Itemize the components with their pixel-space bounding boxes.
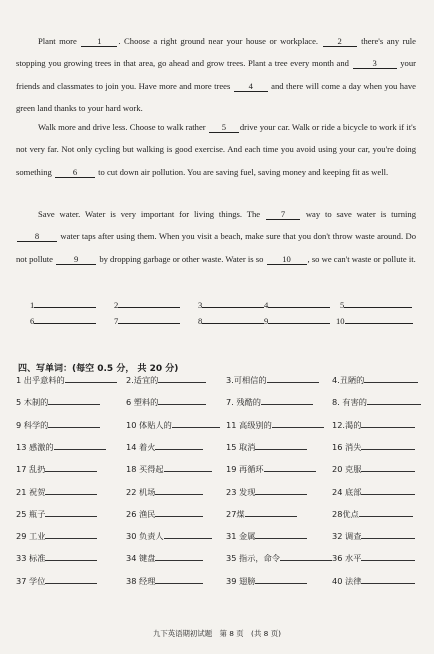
vocab-item <box>226 529 307 542</box>
answer-line[interactable] <box>118 314 180 324</box>
vocab-prompt: 27煤 <box>226 508 245 519</box>
paragraph-3 <box>16 203 416 270</box>
vocab-answer-line[interactable] <box>45 485 97 495</box>
answer-number: 7 <box>114 316 119 326</box>
vocab-prompt: 5 木制的 <box>16 397 49 408</box>
vocab-row <box>16 395 426 417</box>
answer-slot[interactable] <box>264 314 330 326</box>
vocab-answer-line[interactable] <box>280 551 332 561</box>
answer-number: 5 <box>340 300 345 310</box>
answer-line[interactable] <box>34 314 96 324</box>
vocab-prompt: 35 指示，命令 <box>226 553 280 564</box>
vocab-answer-line[interactable] <box>361 574 415 584</box>
vocab-item <box>332 529 415 542</box>
vocab-item <box>226 440 307 453</box>
vocab-answer-line[interactable] <box>261 395 313 405</box>
vocab-item <box>226 574 307 587</box>
vocab-answer-line[interactable] <box>367 395 421 405</box>
vocab-item <box>16 574 97 587</box>
vocab-prompt: 19 再循环 <box>226 464 264 475</box>
vocab-prompt: 17 乱扔 <box>16 464 46 475</box>
vocab-prompt: 8. 有害的 <box>332 397 367 408</box>
vocab-answer-line[interactable] <box>364 373 418 383</box>
vocab-answer-line[interactable] <box>155 485 203 495</box>
vocab-answer-line[interactable] <box>361 551 415 561</box>
blank-7[interactable]: 7 <box>266 209 300 220</box>
answer-slot[interactable] <box>340 298 412 310</box>
vocab-answer-line[interactable] <box>155 574 203 584</box>
blank-3[interactable]: 3 <box>353 58 397 69</box>
vocab-answer-line[interactable] <box>54 440 106 450</box>
answer-line[interactable] <box>118 298 180 308</box>
vocab-item <box>332 574 415 587</box>
text-run: Plant more <box>38 36 77 46</box>
blank-2[interactable]: 2 <box>323 36 357 47</box>
vocab-row <box>16 574 426 596</box>
vocab-prompt: 4.丑陋的 <box>332 375 365 385</box>
vocab-prompt: 20 克服 <box>332 464 362 475</box>
vocab-prompt: 38 经理 <box>126 575 156 586</box>
vocab-prompt: 16 消失 <box>332 441 362 452</box>
answer-slot[interactable] <box>198 298 264 310</box>
blank-5[interactable]: 5 <box>209 122 239 133</box>
vocab-prompt: 7. 残酷的 <box>226 397 261 408</box>
answer-line[interactable] <box>344 298 412 308</box>
answer-slot[interactable] <box>30 298 96 310</box>
vocab-item <box>226 418 324 431</box>
vocab-item <box>332 462 415 475</box>
answer-line[interactable] <box>268 314 330 324</box>
vocab-item <box>16 485 97 498</box>
vocab-row <box>16 373 426 395</box>
vocab-answer-line[interactable] <box>155 551 203 561</box>
vocab-answer-line[interactable] <box>45 507 97 517</box>
vocab-answer-line[interactable] <box>45 574 97 584</box>
text-run: to cut down air pollution. You are saving fuel, saving money and keeping fit as well. <box>98 166 389 177</box>
vocab-item <box>126 440 203 453</box>
vocab-item <box>126 418 220 431</box>
vocab-answer-line[interactable] <box>45 529 97 539</box>
vocab-item <box>16 462 97 475</box>
page-footer: 九下英语期初试题 第 8 页 (共 8 页) <box>152 629 282 638</box>
answer-slot[interactable] <box>114 314 180 326</box>
vocab-item <box>226 395 313 408</box>
answer-number: 3 <box>198 300 203 310</box>
answer-number: 6 <box>30 316 35 326</box>
answer-slot[interactable] <box>336 314 413 326</box>
text-run: , so we can't waste or pollute it. <box>307 253 416 264</box>
answer-number: 4 <box>264 300 269 310</box>
blank-8[interactable]: 8 <box>17 231 57 242</box>
vocab-prompt: 23 发现 <box>226 486 256 497</box>
vocab-item <box>226 373 319 386</box>
vocab-item <box>126 551 203 564</box>
vocab-item <box>126 507 203 520</box>
text-run: way to save water is turning <box>305 209 416 219</box>
vocab-item <box>126 485 203 498</box>
vocab-prompt: 6 塑料的 <box>126 397 159 408</box>
text-run: by dropping garbage or other waste. Water is so <box>99 253 264 264</box>
vocab-answer-line[interactable] <box>158 373 206 383</box>
answer-slot[interactable] <box>264 298 330 310</box>
vocab-item <box>16 507 97 520</box>
answer-slot[interactable] <box>30 314 96 326</box>
vocab-answer-line[interactable] <box>359 507 413 517</box>
vocab-item <box>226 551 332 564</box>
vocab-answer-line[interactable] <box>164 462 212 472</box>
answer-number: 2 <box>114 300 119 310</box>
vocab-answer-line[interactable] <box>158 395 206 405</box>
vocab-item <box>226 462 316 475</box>
vocab-item <box>16 440 106 453</box>
blank-9[interactable]: 9 <box>56 254 96 265</box>
vocab-item <box>332 507 413 520</box>
vocab-prompt: 28优点 <box>332 508 359 519</box>
vocab-row <box>16 529 426 551</box>
vocab-prompt: 33 标准 <box>16 553 46 564</box>
blank-1[interactable]: 1 <box>81 36 117 47</box>
answer-line[interactable] <box>345 314 413 324</box>
vocab-answer-line[interactable] <box>155 440 203 450</box>
answer-row <box>30 314 420 326</box>
vocab-item <box>332 440 415 453</box>
vocab-prompt: 31 金属 <box>226 531 256 542</box>
vocab-prompt: 24 底部 <box>332 486 362 497</box>
vocab-item <box>126 574 203 587</box>
vocab-item <box>226 507 297 520</box>
text-run: . Choose a right ground near your house or workplace. <box>118 36 319 46</box>
vocab-answer-line[interactable] <box>264 462 316 472</box>
vocab-prompt: 14 着火 <box>126 441 156 452</box>
vocab-prompt: 15 取消 <box>226 441 256 452</box>
vocab-answer-line[interactable] <box>361 462 415 472</box>
vocab-answer-line[interactable] <box>255 529 307 539</box>
vocab-answer-line[interactable] <box>272 418 324 428</box>
answer-slot[interactable] <box>198 314 264 326</box>
vocab-prompt: 18 买得起 <box>126 464 164 475</box>
answer-number: 8 <box>198 316 203 326</box>
blank-6[interactable]: 6 <box>55 167 95 178</box>
vocab-item <box>16 551 97 564</box>
vocab-prompt: 12.渴的 <box>332 419 362 430</box>
vocab-answer-line[interactable] <box>361 440 415 450</box>
vocab-answer-line[interactable] <box>361 485 415 495</box>
vocab-item <box>332 551 415 564</box>
vocab-prompt: 37 学位 <box>16 575 46 586</box>
vocab-answer-line[interactable] <box>255 485 307 495</box>
vocab-item <box>332 485 415 498</box>
vocab-row <box>16 462 426 484</box>
vocab-item <box>332 395 421 408</box>
answer-number: 10 <box>336 316 345 326</box>
answer-row <box>30 298 420 310</box>
vocab-prompt: 1 出乎意料的 <box>16 375 65 385</box>
vocab-row <box>16 507 426 529</box>
answer-number: 1 <box>30 300 35 310</box>
vocab-row <box>16 485 426 507</box>
vocab-prompt: 9 科学的 <box>16 419 49 430</box>
vocab-prompt: 22 机场 <box>126 486 156 497</box>
paragraph-1 <box>16 30 416 120</box>
vocab-prompt: 10 体贴人的 <box>126 419 172 430</box>
vocab-answer-line[interactable] <box>172 418 220 428</box>
vocab-answer-line[interactable] <box>255 440 307 450</box>
blank-10[interactable]: 10 <box>267 254 307 265</box>
vocab-prompt: 34 键盘 <box>126 553 156 564</box>
blank-4[interactable]: 4 <box>234 81 268 92</box>
vocab-row <box>16 418 426 440</box>
text-run: and there will come a day when you have green land thanks to your hard work. <box>16 80 416 114</box>
vocab-item <box>16 395 100 408</box>
paragraph-2 <box>16 116 416 183</box>
vocab-item <box>16 373 117 386</box>
text-run: water taps after using them. When you visit a beach, make sure that you don't throw waste around. Do not pollute <box>16 231 416 264</box>
vocab-prompt: 29 工业 <box>16 531 46 542</box>
text-run: Save water. Water is very important for living things. The <box>38 209 261 219</box>
text-run: drive your car. Walk or ride a bicycle to work if it's not very far. Not only cycling but walking is good exercise. And each time you avoid using your car, you're doing something <box>16 122 416 177</box>
vocab-item <box>226 485 307 498</box>
vocab-answer-line[interactable] <box>361 529 415 539</box>
vocab-item <box>332 373 418 386</box>
vocab-prompt: 36 水平 <box>332 553 362 564</box>
text-run: Walk more and drive less. Choose to walk rather <box>38 122 206 132</box>
vocab-answer-line[interactable] <box>48 418 100 428</box>
vocab-item <box>16 529 97 542</box>
vocab-answer-line[interactable] <box>45 462 97 472</box>
answer-slot[interactable] <box>114 298 180 310</box>
answer-line[interactable] <box>202 314 264 324</box>
vocab-item <box>126 395 206 408</box>
section-title: 四、写单词：(每空 0.5 分， 共 20 分) <box>18 364 179 374</box>
answer-number: 9 <box>264 316 269 326</box>
vocab-prompt: 32 调查 <box>332 531 362 542</box>
vocab-item <box>16 418 100 431</box>
vocab-answer-line[interactable] <box>267 373 319 383</box>
vocab-prompt: 25 瓶子 <box>16 508 46 519</box>
vocab-prompt: 13 感激的 <box>16 441 54 452</box>
text-run: your friends and classmates to join you. Have more and more trees <box>16 58 417 91</box>
vocab-item <box>126 373 206 386</box>
vocab-item <box>126 462 212 475</box>
vocab-answer-line[interactable] <box>48 395 100 405</box>
vocab-answer-line[interactable] <box>65 373 117 383</box>
answer-line[interactable] <box>34 298 96 308</box>
vocab-answer-line[interactable] <box>245 507 297 517</box>
vocab-row <box>16 551 426 573</box>
vocab-prompt: 40 法律 <box>332 575 362 586</box>
vocab-prompt: 3.可相信的 <box>226 375 267 385</box>
vocab-prompt: 11 高级别的 <box>226 419 272 430</box>
vocab-answer-line[interactable] <box>361 418 415 428</box>
vocab-prompt: 2.适宜的 <box>126 375 159 385</box>
vocab-item <box>332 418 415 431</box>
vocab-answer-line[interactable] <box>45 551 97 561</box>
vocab-prompt: 21 祝贺 <box>16 486 46 497</box>
vocab-prompt: 26 渔民 <box>126 508 156 519</box>
vocab-answer-line[interactable] <box>155 507 203 517</box>
answer-line[interactable] <box>202 298 264 308</box>
vocab-answer-line[interactable] <box>255 574 307 584</box>
vocab-item <box>126 529 212 542</box>
vocab-prompt: 30 负责人 <box>126 531 164 542</box>
vocab-row <box>16 440 426 462</box>
vocab-prompt: 39 翅膀 <box>226 575 256 586</box>
text-run: there's any rule stopping you growing trees in that area, go ahead and grow trees. Plant a tree every month and <box>16 36 417 69</box>
vocab-answer-line[interactable] <box>164 529 212 539</box>
answer-line[interactable] <box>268 298 330 308</box>
